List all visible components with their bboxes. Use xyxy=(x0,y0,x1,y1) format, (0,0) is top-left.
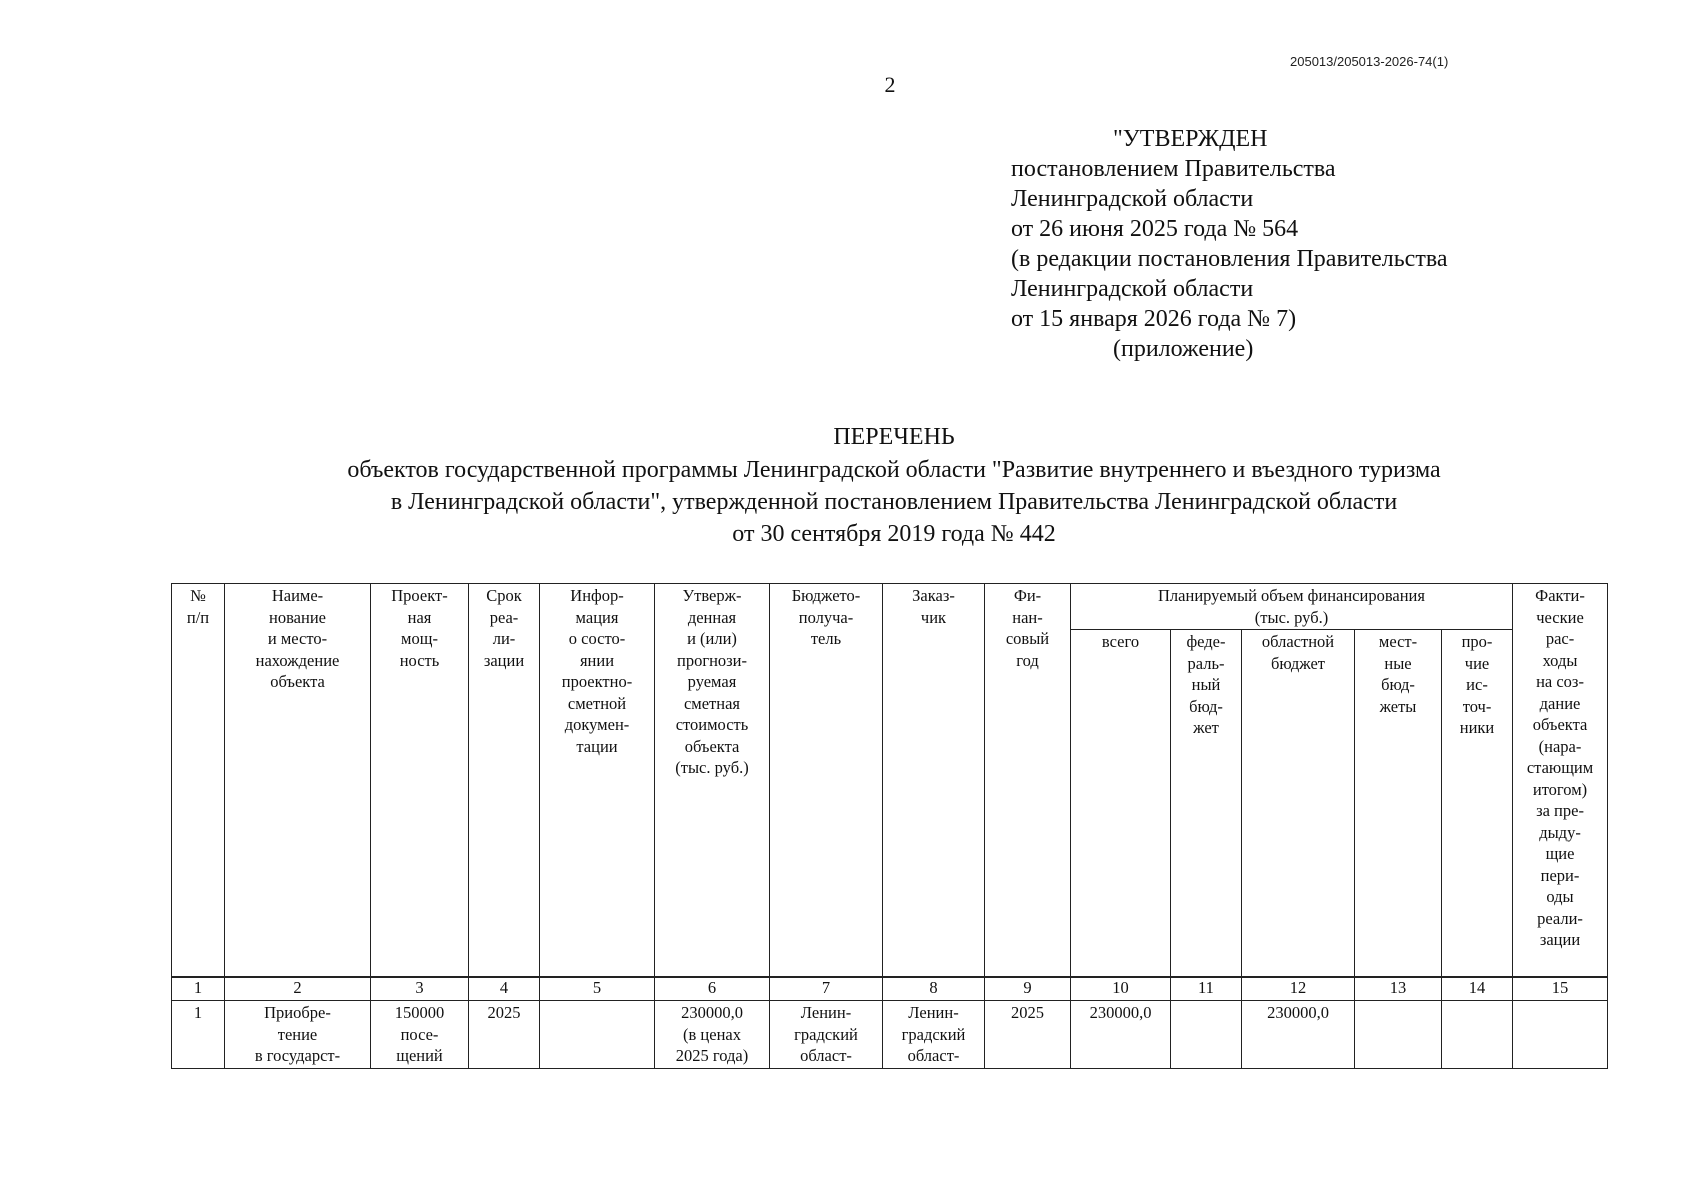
header-capacity: Проект- ная мощ- ность xyxy=(371,584,469,978)
cell-other xyxy=(1442,1001,1513,1069)
title-line: в Ленинградской области", утвержденной постановлением Правительства Ленинградской области xyxy=(390,489,1398,515)
column-number: 7 xyxy=(770,977,883,1001)
column-number: 11 xyxy=(1171,977,1242,1001)
header-planned-financing: Планируемый объем финансирования (тыс. руб.) xyxy=(1071,584,1513,630)
header-customer: Заказ- чик xyxy=(883,584,985,978)
title-heading: ПЕРЕЧЕНЬ xyxy=(833,424,955,450)
title-line: объектов государственной программы Ленинградской области "Развитие внутреннего и въездного туризма xyxy=(347,457,1441,483)
cell-actual xyxy=(1513,1001,1608,1069)
header-other: про- чие ис- точ- ники xyxy=(1442,630,1513,978)
cell-local xyxy=(1355,1001,1442,1069)
approval-line: Ленинградской области xyxy=(1011,276,1254,302)
header-num: № п/п xyxy=(172,584,225,978)
header-cost: Утверж- денная и (или) прогнози- руемая сметная стоимость объекта (тыс. руб.) xyxy=(655,584,770,978)
column-number: 2 xyxy=(225,977,371,1001)
header-regional: областной бюджет xyxy=(1242,630,1355,978)
column-number: 8 xyxy=(883,977,985,1001)
approval-line: (приложение) xyxy=(1113,336,1254,362)
column-number: 4 xyxy=(469,977,540,1001)
approval-line: от 15 января 2026 года № 7) xyxy=(1011,306,1297,332)
cell-recipient: Ленин- градский област- xyxy=(770,1001,883,1069)
approval-line: (в редакции постановления Правительства xyxy=(1011,246,1448,272)
approval-stamp xyxy=(1011,124,1448,364)
table-row xyxy=(172,1001,1608,1069)
cell-period: 2025 xyxy=(469,1001,540,1069)
cell-total: 230000,0 xyxy=(1071,1001,1171,1069)
column-number: 5 xyxy=(540,977,655,1001)
document-id: 205013/205013-2026-74(1) xyxy=(1290,54,1449,69)
objects-table xyxy=(171,583,1608,1069)
cell-federal xyxy=(1171,1001,1242,1069)
column-number: 3 xyxy=(371,977,469,1001)
cell-docs-info xyxy=(540,1001,655,1069)
column-number: 9 xyxy=(985,977,1071,1001)
column-number: 14 xyxy=(1442,977,1513,1001)
header-actual-expenses: Факти- ческие рас- ходы на соз- дание объекта (нара- стающим итогом) за пре- дыду- щие пери- оды реали- зации xyxy=(1513,584,1608,978)
header-local: мест- ные бюд- жеты xyxy=(1355,630,1442,978)
column-number-row xyxy=(172,977,1608,1001)
cell-num: 1 xyxy=(172,1001,225,1069)
approval-line: "УТВЕРЖДЕН xyxy=(1113,126,1268,152)
cell-cost: 230000,0 (в ценах 2025 года) xyxy=(655,1001,770,1069)
cell-capacity: 150000 посе- щений xyxy=(371,1001,469,1069)
approval-line: Ленинградской области xyxy=(1011,186,1254,212)
cell-name: Приобре- тение в государст- xyxy=(225,1001,371,1069)
cell-fin-year: 2025 xyxy=(985,1001,1071,1069)
title-line: от 30 сентября 2019 года № 442 xyxy=(732,521,1056,547)
column-number: 15 xyxy=(1513,977,1608,1001)
column-number: 6 xyxy=(655,977,770,1001)
column-number: 13 xyxy=(1355,977,1442,1001)
header-recipient: Бюджето- получа- тель xyxy=(770,584,883,978)
column-number: 1 xyxy=(172,977,225,1001)
approval-line: от 26 июня 2025 года № 564 xyxy=(1011,216,1299,242)
cell-regional: 230000,0 xyxy=(1242,1001,1355,1069)
column-number: 10 xyxy=(1071,977,1171,1001)
cell-customer: Ленин- градский област- xyxy=(883,1001,985,1069)
header-name: Наиме- нование и место- нахождение объекта xyxy=(225,584,371,978)
page-number: 2 xyxy=(884,72,896,97)
document-title xyxy=(150,420,1638,550)
header-federal: феде- раль- ный бюд- жет xyxy=(1171,630,1242,978)
header-docs-info: Инфор- мация о состо- янии проектно- сметной докумен- тации xyxy=(540,584,655,978)
header-period: Срок реа- ли- зации xyxy=(469,584,540,978)
column-number: 12 xyxy=(1242,977,1355,1001)
header-fin-year: Фи- нан- совый год xyxy=(985,584,1071,978)
header-total: всего xyxy=(1071,630,1171,978)
approval-line: постановлением Правительства xyxy=(1011,156,1336,182)
